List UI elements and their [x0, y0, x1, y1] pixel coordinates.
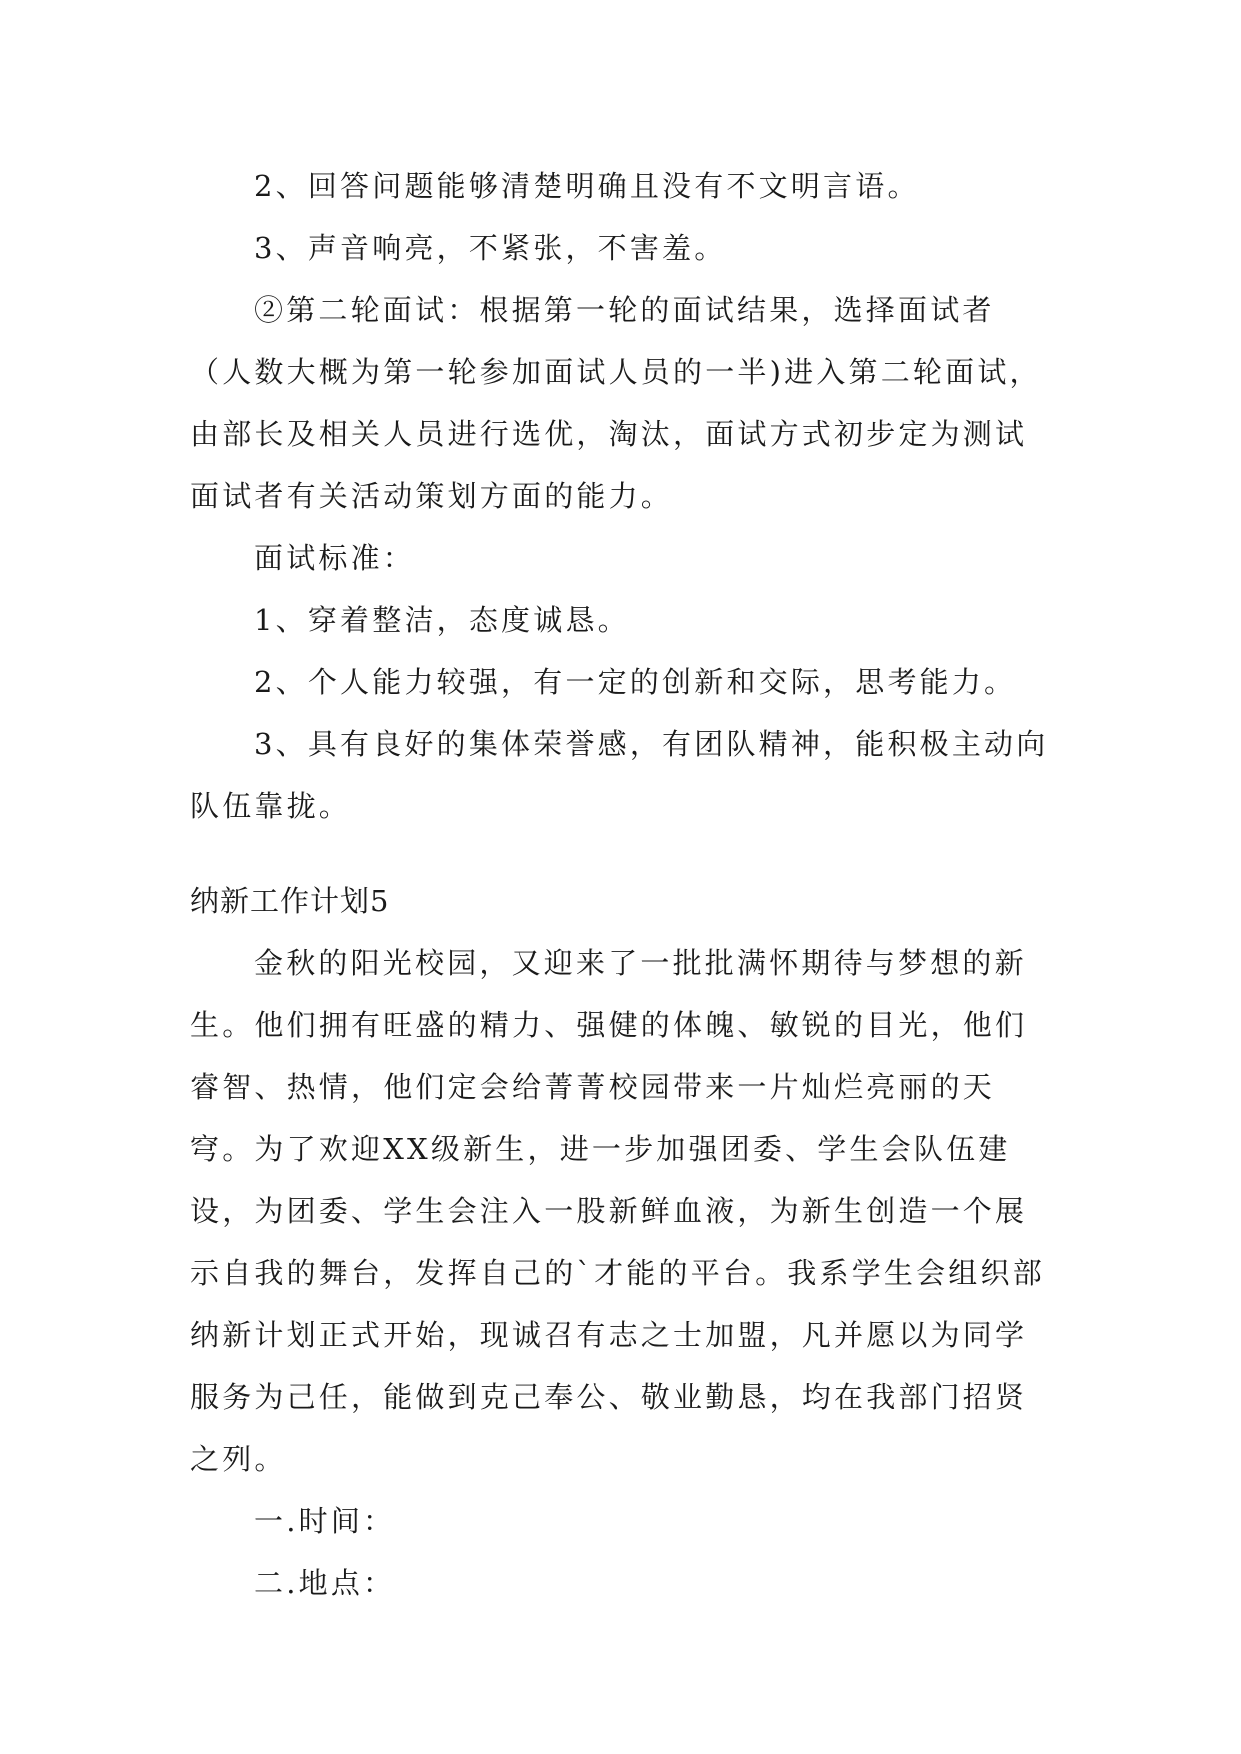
criteria-item-2: 2、回答问题能够清楚明确且没有不文明言语。: [254, 169, 920, 203]
standard-item-2: 2、个人能力较强，有一定的创新和交际，思考能力。: [254, 665, 1017, 699]
section-title: 纳新工作计划5: [190, 884, 390, 918]
standard-item-3: 3、具有良好的集体荣誉感，有团队精神，能积极主动向队伍靠拢。: [190, 727, 1049, 823]
standards-label: 面试标准：: [254, 541, 416, 575]
place-label: 二.地点：: [254, 1566, 396, 1600]
round2-paragraph: ②第二轮面试：根据第一轮的面试结果，选择面试者（人数大概为第一轮参加面试人员的一半)进入第二轮面试，由部长及相关人员进行选优，淘汰，面试方式初步定为测试面试者有关活动策划方面的能力。: [190, 293, 1042, 513]
intro-paragraph: 金秋的阳光校园，又迎来了一批批满怀期待与梦想的新生。他们拥有旺盛的精力、强健的体魄、敏锐的目光，他们睿智、热情，他们定会给菁菁校园带来一片灿烂亮丽的天穹。为了欢迎XX级新生，进一步加强团委、学生会队伍建设，为团委、学生会注入一股新鲜血液，为新生创造一个展示自我的舞台，发挥自己的`才能的平台。我系学生会组织部纳新计划正式开始，现诚召有志之士加盟，凡并愿以为同学服务为己任，能做到克己奉公、敬业勤恳，均在我部门招贤之列。: [190, 946, 1045, 1476]
criteria-item-3: 3、声音响亮，不紧张，不害羞。: [254, 231, 727, 265]
standard-item-1: 1、穿着整洁，态度诚恳。: [254, 603, 630, 637]
time-label: 一.时间：: [254, 1504, 396, 1538]
